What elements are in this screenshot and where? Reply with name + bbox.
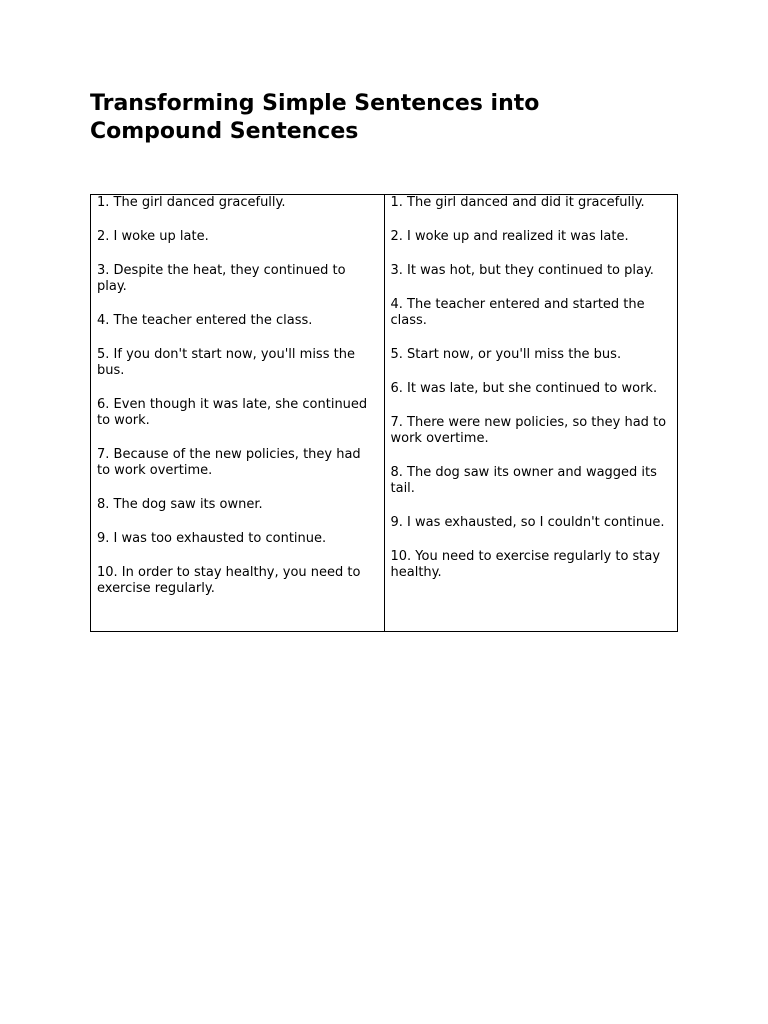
simple-sentence-10: 10. In order to stay healthy, you need to exercise regularly. — [97, 565, 361, 596]
simple-sentences-cell — [91, 195, 385, 632]
compound-sentence-7: 7. There were new policies, so they had to work overtime. — [390, 415, 667, 446]
compound-sentence-2: 2. I woke up and realized it was late. — [390, 229, 629, 244]
sentence-table — [90, 194, 678, 632]
document-title: Transforming Simple Sentences into Compound Sentences — [90, 91, 540, 144]
compound-sentence-3: 3. It was hot, but they continued to play. — [390, 263, 654, 278]
compound-sentence-6: 6. It was late, but she continued to work. — [390, 381, 658, 396]
simple-sentence-6: 6. Even though it was late, she continued to work. — [97, 397, 368, 428]
compound-sentence-10: 10. You need to exercise regularly to stay healthy. — [390, 549, 661, 580]
compound-sentences-list — [391, 195, 672, 581]
compound-sentence-9: 9. I was exhausted, so I couldn't continue. — [390, 515, 665, 530]
compound-sentences-cell — [384, 195, 678, 632]
compound-sentence-5: 5. Start now, or you'll miss the bus. — [390, 347, 622, 362]
simple-sentence-3: 3. Despite the heat, they continued to play. — [97, 263, 346, 294]
compound-sentence-4: 4. The teacher entered and started the class. — [390, 297, 645, 328]
simple-sentence-1: 1. The girl danced gracefully. — [97, 195, 286, 210]
simple-sentence-8: 8. The dog saw its owner. — [97, 497, 263, 512]
table-row — [91, 195, 678, 632]
simple-sentences-list — [97, 195, 378, 597]
simple-sentence-2: 2. I woke up late. — [97, 229, 209, 244]
compound-sentence-1: 1. The girl danced and did it gracefully. — [390, 195, 645, 210]
simple-sentence-7: 7. Because of the new policies, they had to work overtime. — [97, 447, 361, 478]
simple-sentence-4: 4. The teacher entered the class. — [97, 313, 313, 328]
compound-sentence-8: 8. The dog saw its owner and wagged its tail. — [390, 465, 657, 496]
simple-sentence-5: 5. If you don't start now, you'll miss the bus. — [97, 347, 355, 378]
simple-sentence-9: 9. I was too exhausted to continue. — [97, 531, 327, 546]
